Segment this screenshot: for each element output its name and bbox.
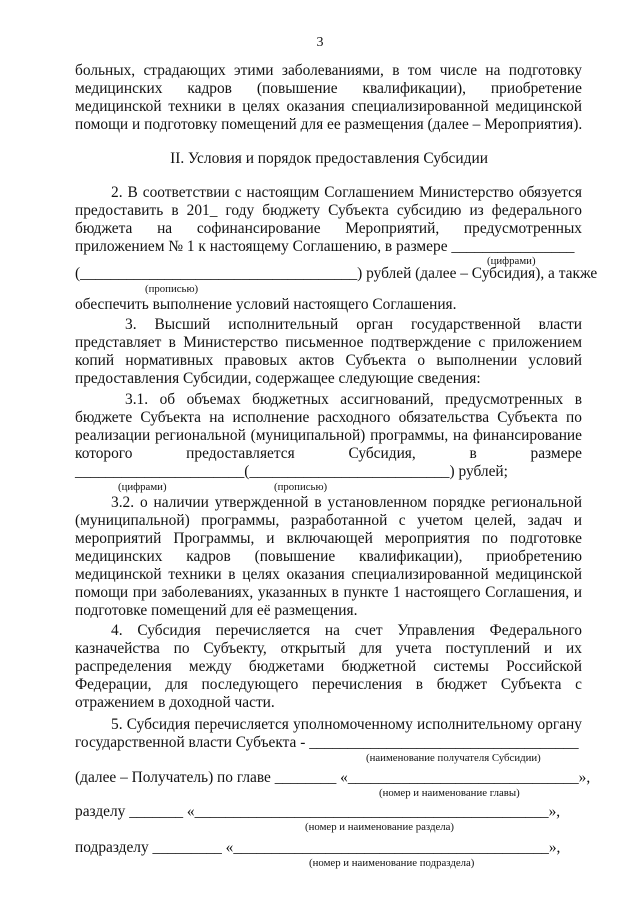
- p31-line-1: 3.1. об объемах бюджетных ассигнований, предусмотренных в: [125, 391, 582, 408]
- p4-line-5: отражением в доходной части.: [75, 694, 275, 711]
- p5-line-5: подразделу _________ «_________________________________________»,: [75, 839, 561, 856]
- intro-line-1: больных, страдающих этими заболеваниями, в том числе на подготовку: [75, 62, 582, 79]
- p32-line-5: медицинской техники в целях оказания специализированной медицинской: [75, 566, 582, 583]
- p2-line-2: предоставить в 201_ году бюджету Субъекта субсидию из федерального: [75, 202, 582, 219]
- p5-line-4: разделу _______ «______________________________________________»,: [75, 803, 561, 820]
- p2-line-5: (____________________________________) рублей (далее – Субсидия), а также: [75, 265, 598, 282]
- p4-line-2: казначейства по Субъекту, открытый для учета поступлений и их: [75, 640, 582, 657]
- intro-line-3: медицинской техники в целях оказания специализированной медицинской: [75, 98, 582, 115]
- p31-line-4: которого предоставляется Субсидия, в размере: [75, 445, 582, 462]
- p5-line-3: (далее – Получатель) по главе ________ «______________________________»,: [75, 769, 591, 786]
- p31-line-3: реализации региональной (муниципальной) программы, на финансирование: [75, 427, 582, 444]
- p31-hint-words: (прописью): [274, 481, 328, 493]
- p32-line-4: медицинских кадров (повышение квалификации), приобретению: [75, 548, 582, 565]
- p3-line-4: предоставления Субсидии, содержащее следующие сведения:: [75, 370, 481, 387]
- p4-line-3: распределения между бюджетами бюджетной системы Российской: [75, 658, 582, 675]
- p5-hint-section: (номер и наименование раздела): [305, 821, 455, 833]
- p2-line-3: бюджета на софинансирование Мероприятий, предусмотренных: [75, 220, 582, 237]
- p5-hint-subsection: (номер и наименование подраздела): [309, 857, 475, 869]
- p2-hint-words: (прописью): [145, 283, 199, 295]
- p2-hint-digits: (цифрами): [487, 255, 536, 267]
- page-number: 3: [316, 35, 324, 50]
- p5-hint-chapter: (номер и наименование главы): [379, 787, 520, 799]
- p32-line-1: 3.2. о наличии утвержденной в установленном порядке региональной: [111, 494, 582, 511]
- intro-line-4: помощи и подготовку помещений для ее размещения (далее – Мероприятия).: [75, 116, 583, 133]
- p32-line-2: (муниципальной) программы, разработанной с учетом целей, задач и: [75, 512, 582, 529]
- p32-line-7: подготовке помещений для её размещения.: [75, 602, 358, 619]
- p31-line-2: бюджете Субъекта на исполнение расходного обязательства Субъекта по: [75, 409, 582, 426]
- p5-line-2: государственной власти Субъекта - ___________________________________: [75, 734, 579, 751]
- intro-line-2: медицинских кадров (повышение квалификации), приобретение: [75, 80, 582, 97]
- p31-hint-digits: (цифрами): [118, 481, 167, 493]
- p32-line-3: мероприятий Программы, и включающей мероприятия по подготовке: [75, 530, 582, 547]
- p5-line-1: 5. Субсидия перечисляется уполномоченному исполнительному органу: [111, 716, 582, 733]
- p4-line-4: Федерации, для последующего перечисления в бюджет Субъекта с: [75, 676, 582, 693]
- p32-line-6: помощи при заболеваниях, указанных в пункте 1 настоящего Соглашения, и: [75, 584, 582, 601]
- p3-line-3: копий нормативных правовых актов Субъекта о выполнении условий: [75, 352, 582, 369]
- p5-hint-recipient: (наименование получателя Субсидии): [366, 752, 541, 764]
- p2-line-6: обеспечить выполнение условий настоящего Соглашения.: [75, 296, 457, 313]
- p2-line-4: приложением № 1 к настоящему Соглашению, в размере ________________: [75, 238, 575, 255]
- p4-line-1: 4. Субсидия перечисляется на счет Управления Федерального: [111, 622, 582, 639]
- p2-line-1: 2. В соответствии с настоящим Соглашением Министерство обязуется: [111, 184, 582, 201]
- p31-line-5: ______________________(__________________________) рублей;: [75, 463, 508, 480]
- p3-line-2: представляет в Министерство письменное подтверждение с приложением: [75, 334, 582, 351]
- section-title: II. Условия и порядок предоставления Субсидии: [170, 150, 488, 167]
- p3-line-1: 3. Высший исполнительный орган государственной власти: [125, 316, 582, 333]
